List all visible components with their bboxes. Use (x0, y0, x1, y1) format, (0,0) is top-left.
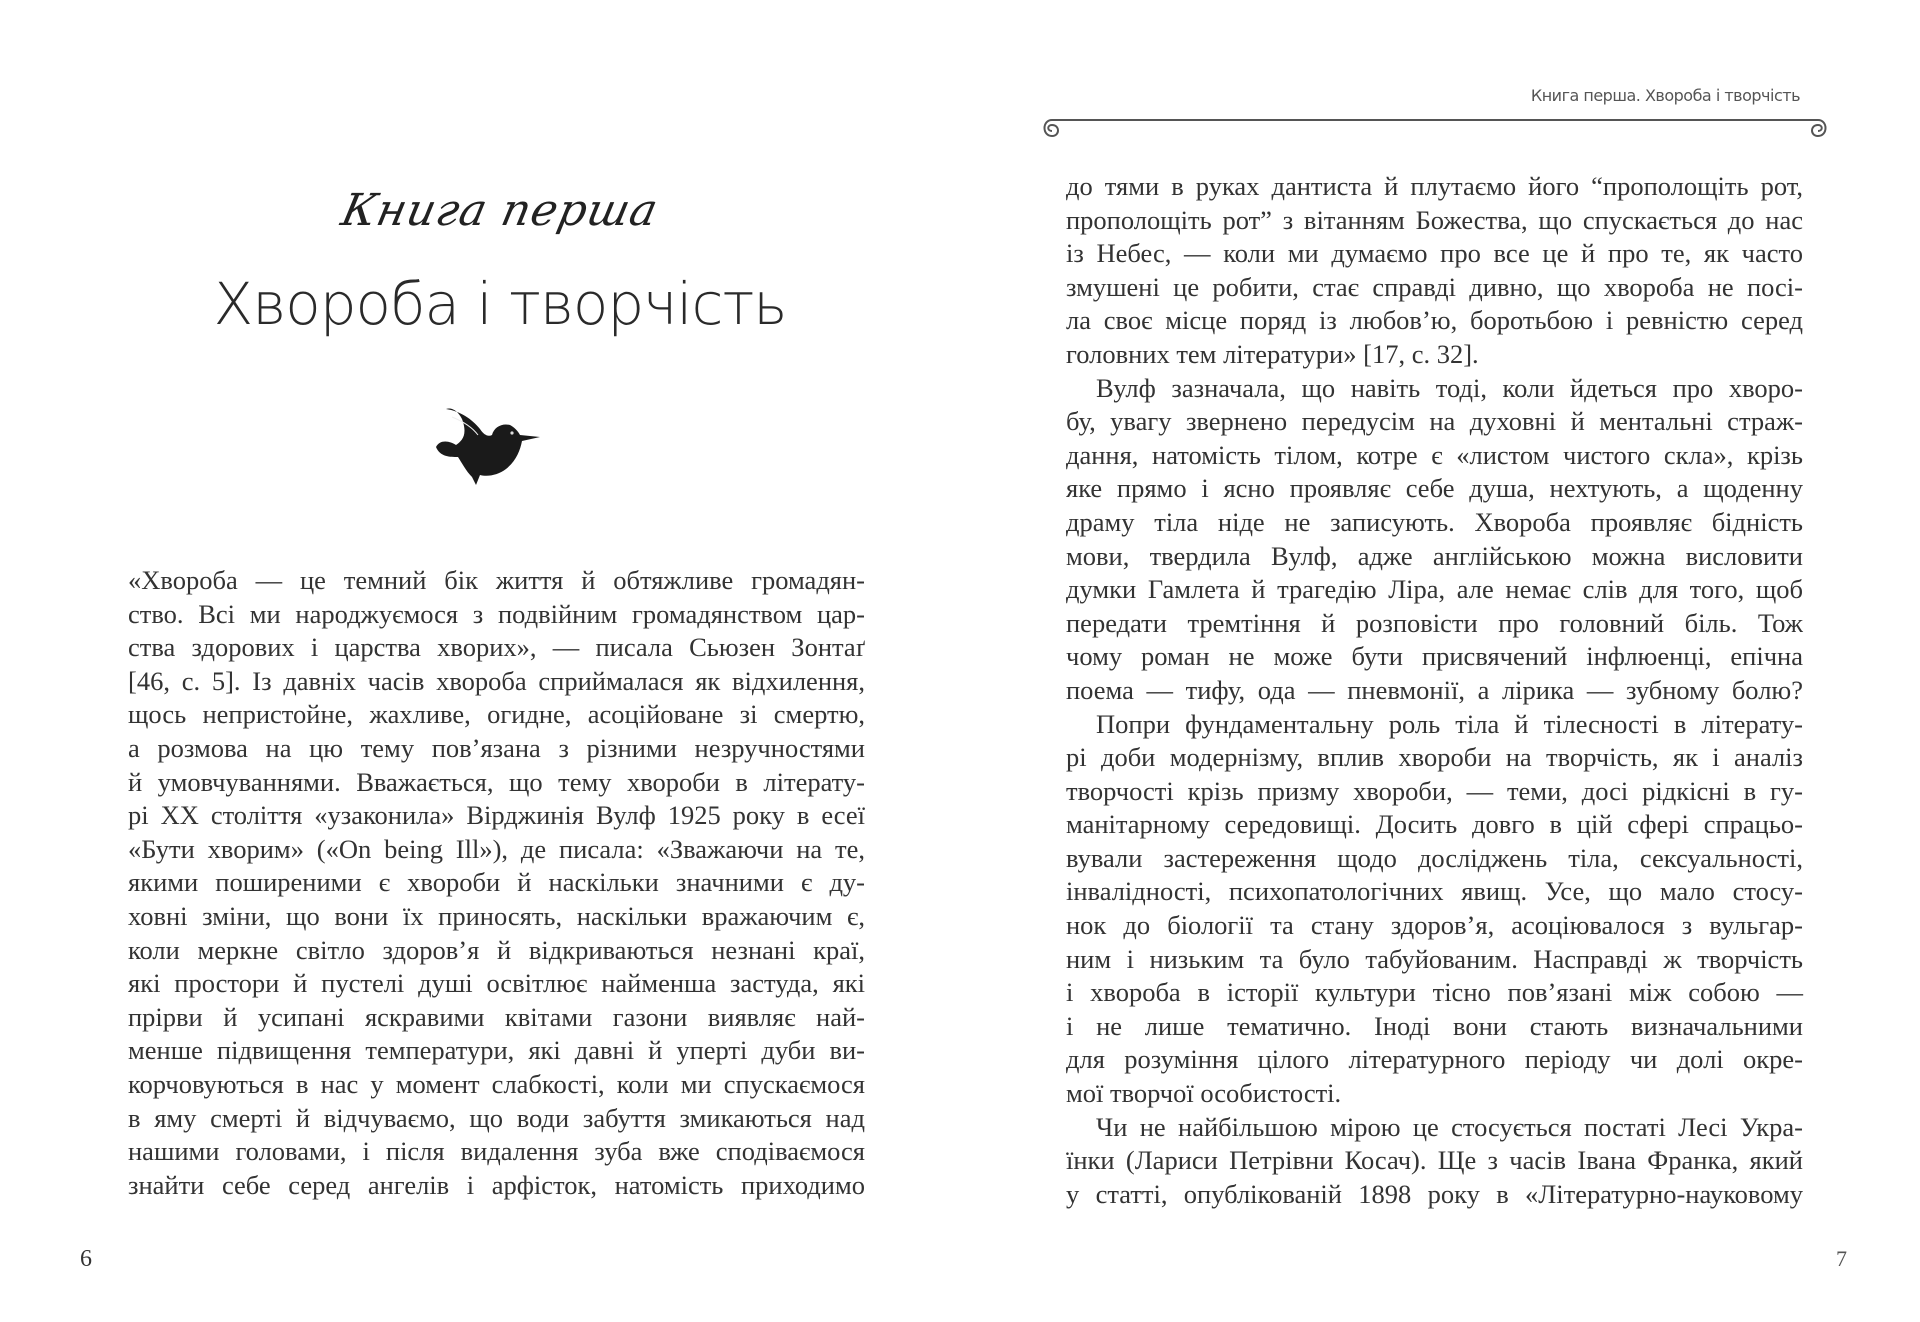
text-line: ховні зміни, що вони їх приносять, наскільки вражаючим є, (128, 900, 865, 931)
text-line: драму тіла ніде не записують. Хвороба проявляє бідність (1066, 506, 1803, 537)
text-line: прірви й усипані яскравими квітами газони виявляє най- (128, 1001, 865, 1032)
left-body-text (128, 564, 865, 1202)
text-line: до тями в руках дантиста й плутаємо його “прополощіть рот, (1066, 171, 1803, 201)
text-line: мови, твердила Вулф, адже англійською можна висловити (1066, 540, 1803, 571)
text-line: «Бути хворим» («On being Ill»), де писала: «Зважаючи на те, (128, 833, 865, 864)
text-line: головних тем літератури» [17, с. 32]. (1066, 338, 1479, 369)
text-line: ним і низьким та було табуйованим. Насправді ж творчість (1066, 943, 1803, 974)
text-line: змушені це робити, стає справді дивно, що хвороба не посі- (1066, 271, 1803, 302)
text-line: нок до біології та стану здоров’я, асоціювалося з вульгар- (1066, 910, 1803, 941)
text-line: їнки (Лариси Петрівни Косач). Ще з часів Івана Франка, який (1066, 1145, 1803, 1176)
text-line: рі доби модернізму, вплив хвороби на творчість, як і аналіз (1066, 742, 1803, 773)
script-heading: Книга перша (336, 185, 664, 236)
text-line: прополощіть рот” з вітанням Божества, що спускається до нас (1066, 204, 1803, 235)
page-number-right: 7 (1836, 1246, 1847, 1271)
text-line: творчості крізь призму хвороби, — теми, досі рідкісні в гу- (1066, 775, 1803, 806)
text-line: ла своє місце поряд із любов’ю, боротьбою і ревністю серед (1066, 305, 1803, 336)
text-line: ство. Всі ми народжуємося з подвійним громадянством цар- (128, 598, 865, 629)
text-line: манітарному середовищі. Досить довго в цій сфері спрацьо- (1066, 809, 1803, 840)
header-rule-ornament (1040, 110, 1830, 140)
text-line: щось непристойне, жахливе, огидне, асоційоване зі смертю, (128, 699, 865, 730)
text-line: передати тремтіння й розповісти про головний біль. Тож (1066, 607, 1803, 638)
text-line: які простори й пустелі душі освітлює найменша застуда, які (128, 968, 865, 999)
text-line: поема — тифу, ода — пневмонії, а лірика — зубному болю? (1066, 674, 1803, 705)
text-line: і не лише тематично. Іноді вони стають визначальними (1066, 1010, 1803, 1041)
text-line: інвалідності, психопатологічних явищ. Усе, що мало стосу- (1066, 876, 1803, 907)
text-line: дання, натомість тілом, котре є «листом чистого скла», крізь (1066, 439, 1803, 470)
text-line: корчовуються в нас у момент слабкості, коли ми спускаємося (128, 1068, 865, 1099)
text-line: чому роман не може бути присвячений інфлюенці, епічна (1066, 641, 1803, 672)
chapter-title: Хвороба і творчість (213, 270, 787, 338)
text-line: рі XX століття «узаконила» Вірджинія Вулф 1925 року в есеї (128, 800, 865, 831)
text-line: знайти себе серед ангелів і арфісток, натомість приходимо (128, 1169, 865, 1200)
text-line: і хвороба в історії культури тісно пов’язані між собою — (1066, 977, 1803, 1008)
text-line: й умовчуваннями. Вважається, що тему хвороби в літерату- (128, 766, 865, 797)
text-line: думки Гамлета й трагедію Ліра, але немає слів для того, щоб (1066, 574, 1803, 605)
right-body-text (1066, 170, 1803, 1211)
text-line: [46, с. 5]. Із давніх часів хвороба сприймалася як відхилення, (128, 665, 865, 696)
text-line: якими поширеними є хвороби й наскільки значними є ду- (128, 867, 865, 898)
page-number-left: 6 (80, 1246, 92, 1272)
text-line: менше підвищення температури, які давні й уперті дуби ви- (128, 1035, 865, 1066)
text-line: Вулф зазначала, що навіть тоді, коли йдеться про хворо- (1096, 372, 1803, 403)
text-line: в яму смерті й відчуваємо, що води забуття змикаються над (128, 1102, 865, 1133)
text-line: яке прямо і ясно проявляє себе душа, нехтують, а щоденну (1066, 473, 1803, 504)
text-line: із Небес, — коли ми думаємо про все це й про те, як часто (1066, 238, 1803, 269)
text-line: бу, увагу звернено передусім на духовні й ментальні страж- (1066, 406, 1803, 437)
text-line: у статті, опублікованій 1898 року в «Літературно-науковому (1066, 1178, 1803, 1209)
text-line: а розмова на цю тему пов’язана з різними незручностями (128, 732, 865, 763)
text-line: коли меркне світло здоров’я й відкриваються незнані краї, (128, 934, 865, 965)
text-line: «Хвороба — це темний бік життя й обтяжливе громадян- (128, 565, 865, 595)
text-line: ства здорових і царства хворих», — писала Сьюзен Зонтаґ (128, 632, 865, 663)
text-line: Чи не найбільшою мірою це стосується постаті Лесі Укра- (1096, 1111, 1803, 1142)
running-head: Книга перша. Хвороба і творчість (1530, 86, 1800, 105)
text-line: Попри фундаментальну роль тіла й тілесності в літерату- (1096, 708, 1803, 739)
text-line: вували застереження щодо досліджень тіла, сексуальності, (1066, 842, 1803, 873)
text-line: для розуміння цілого літературного періоду чи долі окре- (1066, 1044, 1803, 1075)
bird-ornament-icon (432, 405, 544, 491)
text-line: нашими головами, і після видалення зуба вже сподіваємося (128, 1136, 865, 1167)
text-line: мої творчої особистості. (1066, 1078, 1342, 1109)
right-page (960, 0, 1920, 1322)
